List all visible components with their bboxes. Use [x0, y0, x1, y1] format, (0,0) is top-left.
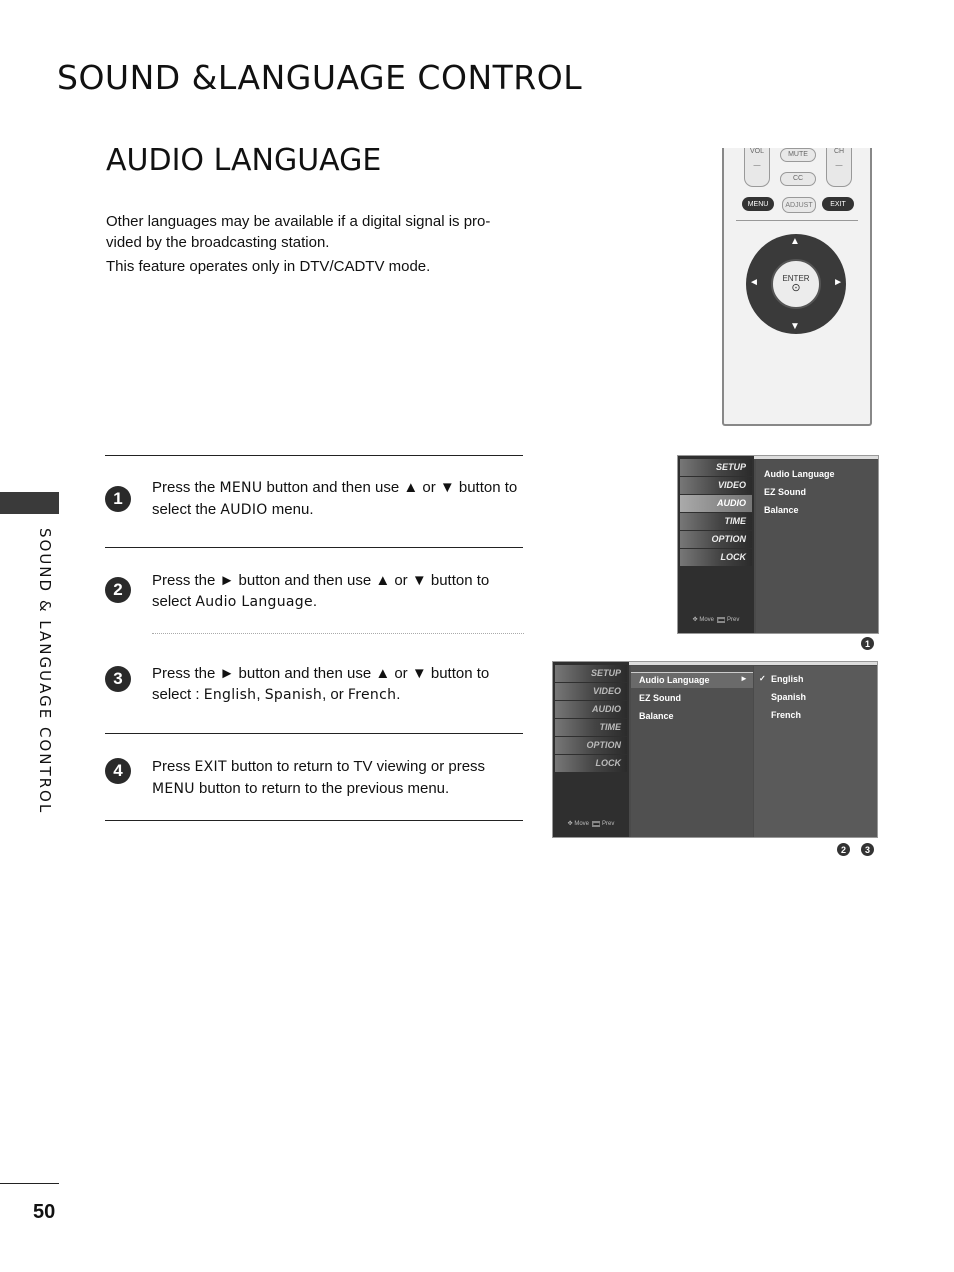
left-arrow-icon: ◄ — [749, 277, 759, 288]
step-2-text: Press the ► button and then use ▲ or ▼ button to select Audio Language. — [152, 572, 490, 610]
step-1-text: Press the MENU button and then use ▲ or ▼ button to select the AUDIO menu. — [152, 479, 518, 518]
osd-menu-lock: LOCK — [555, 755, 627, 772]
enter-label: ENTER — [782, 274, 810, 283]
osd-main-menu — [678, 456, 754, 633]
osd-menu-setup: SETUP — [680, 459, 752, 476]
up-arrow-icon: ▲ — [790, 236, 800, 247]
osd-audio-panel — [631, 666, 753, 837]
osd-item-balance: Balance — [764, 505, 799, 515]
mute-button: MUTE — [780, 148, 816, 162]
menu-badge-icon: ▬ — [718, 617, 725, 623]
step-divider — [105, 820, 523, 821]
adjust-button: ADJUST — [782, 197, 816, 213]
cc-button: CC — [780, 172, 816, 186]
osd-main-menu — [553, 662, 629, 837]
figure-marker-1: 1 — [861, 637, 874, 650]
ch-label: CH — [833, 148, 845, 155]
osd-option-french: French — [771, 710, 802, 720]
vol-label: VOL — [749, 148, 764, 155]
dotted-divider — [152, 633, 524, 634]
right-arrow-icon: ► — [833, 277, 843, 288]
side-label: SOUND & LANGUAGE CONTROL — [36, 528, 54, 815]
remote-divider — [736, 220, 858, 221]
osd-item-ez-sound: EZ Sound — [639, 693, 681, 703]
side-tab — [0, 492, 59, 514]
osd-item-ez-sound: EZ Sound — [764, 487, 806, 497]
osd-screen-language-menu — [552, 661, 878, 838]
intro-paragraph-1: Other languages may be available if a digital signal is pro-vided by the broadcasting station. — [106, 213, 491, 251]
osd-top-bar — [754, 456, 878, 459]
osd-menu-time: TIME — [555, 719, 627, 736]
navigation-pad — [746, 234, 846, 334]
osd-top-bar — [629, 662, 877, 665]
osd-menu-audio: AUDIO — [680, 495, 752, 512]
osd-option-english: English — [771, 674, 804, 684]
osd-language-panel — [754, 666, 877, 837]
step-4-text: Press EXIT button to return to TV viewing or press MENU button to return to the previous menu. — [152, 758, 486, 797]
osd-menu-time: TIME — [680, 513, 752, 530]
check-icon: ✓ — [759, 674, 766, 683]
osd-footer: ✥ Move ▬ Prev — [692, 617, 740, 623]
page-number-rule — [0, 1183, 59, 1184]
enter-button — [771, 259, 821, 309]
menu-badge-icon: ▬ — [593, 821, 600, 827]
osd-option-spanish: Spanish — [771, 692, 807, 702]
step-number-3: 3 — [105, 666, 131, 692]
osd-menu-video: VIDEO — [680, 477, 752, 494]
step-divider — [105, 733, 523, 734]
right-arrow-icon: ► — [740, 674, 748, 683]
vol-button: VOL — — [744, 148, 770, 187]
osd-menu-option: OPTION — [555, 737, 627, 754]
move-icon: ✥ — [567, 821, 573, 827]
osd-item-balance: Balance — [639, 711, 674, 721]
down-arrow-icon: ▼ — [790, 321, 800, 332]
step-number-4: 4 — [105, 758, 131, 784]
intro-text — [106, 211, 526, 277]
step-number-2: 2 — [105, 577, 131, 603]
step-divider — [105, 547, 523, 548]
step-3-text: Press the ► button and then use ▲ or ▼ button to select : English, Spanish, or French. — [152, 665, 490, 703]
page-title: SOUND &LANGUAGE CONTROL — [57, 58, 583, 97]
intro-paragraph-2: This feature operates only in DTV/CADTV mode. — [106, 258, 431, 275]
move-icon: ✥ — [692, 617, 698, 623]
osd-menu-option: OPTION — [680, 531, 752, 548]
remote-control — [722, 148, 872, 426]
section-title: AUDIO LANGUAGE — [106, 143, 382, 178]
osd-screen-audio-menu — [677, 455, 879, 634]
osd-item-audio-language: Audio Language — [639, 675, 710, 685]
step-divider — [105, 455, 523, 456]
osd-footer: ✥ Move ▬ Prev — [567, 821, 615, 827]
figure-marker-3: 3 — [861, 843, 874, 856]
step-number-1: 1 — [105, 486, 131, 512]
enter-icon: ⊙ — [791, 282, 801, 294]
osd-item-audio-language: Audio Language — [764, 469, 835, 479]
osd-menu-setup: SETUP — [555, 665, 627, 682]
figure-marker-2: 2 — [837, 843, 850, 856]
page-number: 50 — [33, 1201, 56, 1223]
osd-menu-video: VIDEO — [555, 683, 627, 700]
osd-menu-lock: LOCK — [680, 549, 752, 566]
exit-button: EXIT — [822, 197, 854, 211]
osd-menu-audio: AUDIO — [555, 701, 627, 718]
osd-audio-panel — [756, 460, 878, 633]
ch-button: CH — — [826, 148, 852, 187]
menu-button: MENU — [742, 197, 774, 211]
